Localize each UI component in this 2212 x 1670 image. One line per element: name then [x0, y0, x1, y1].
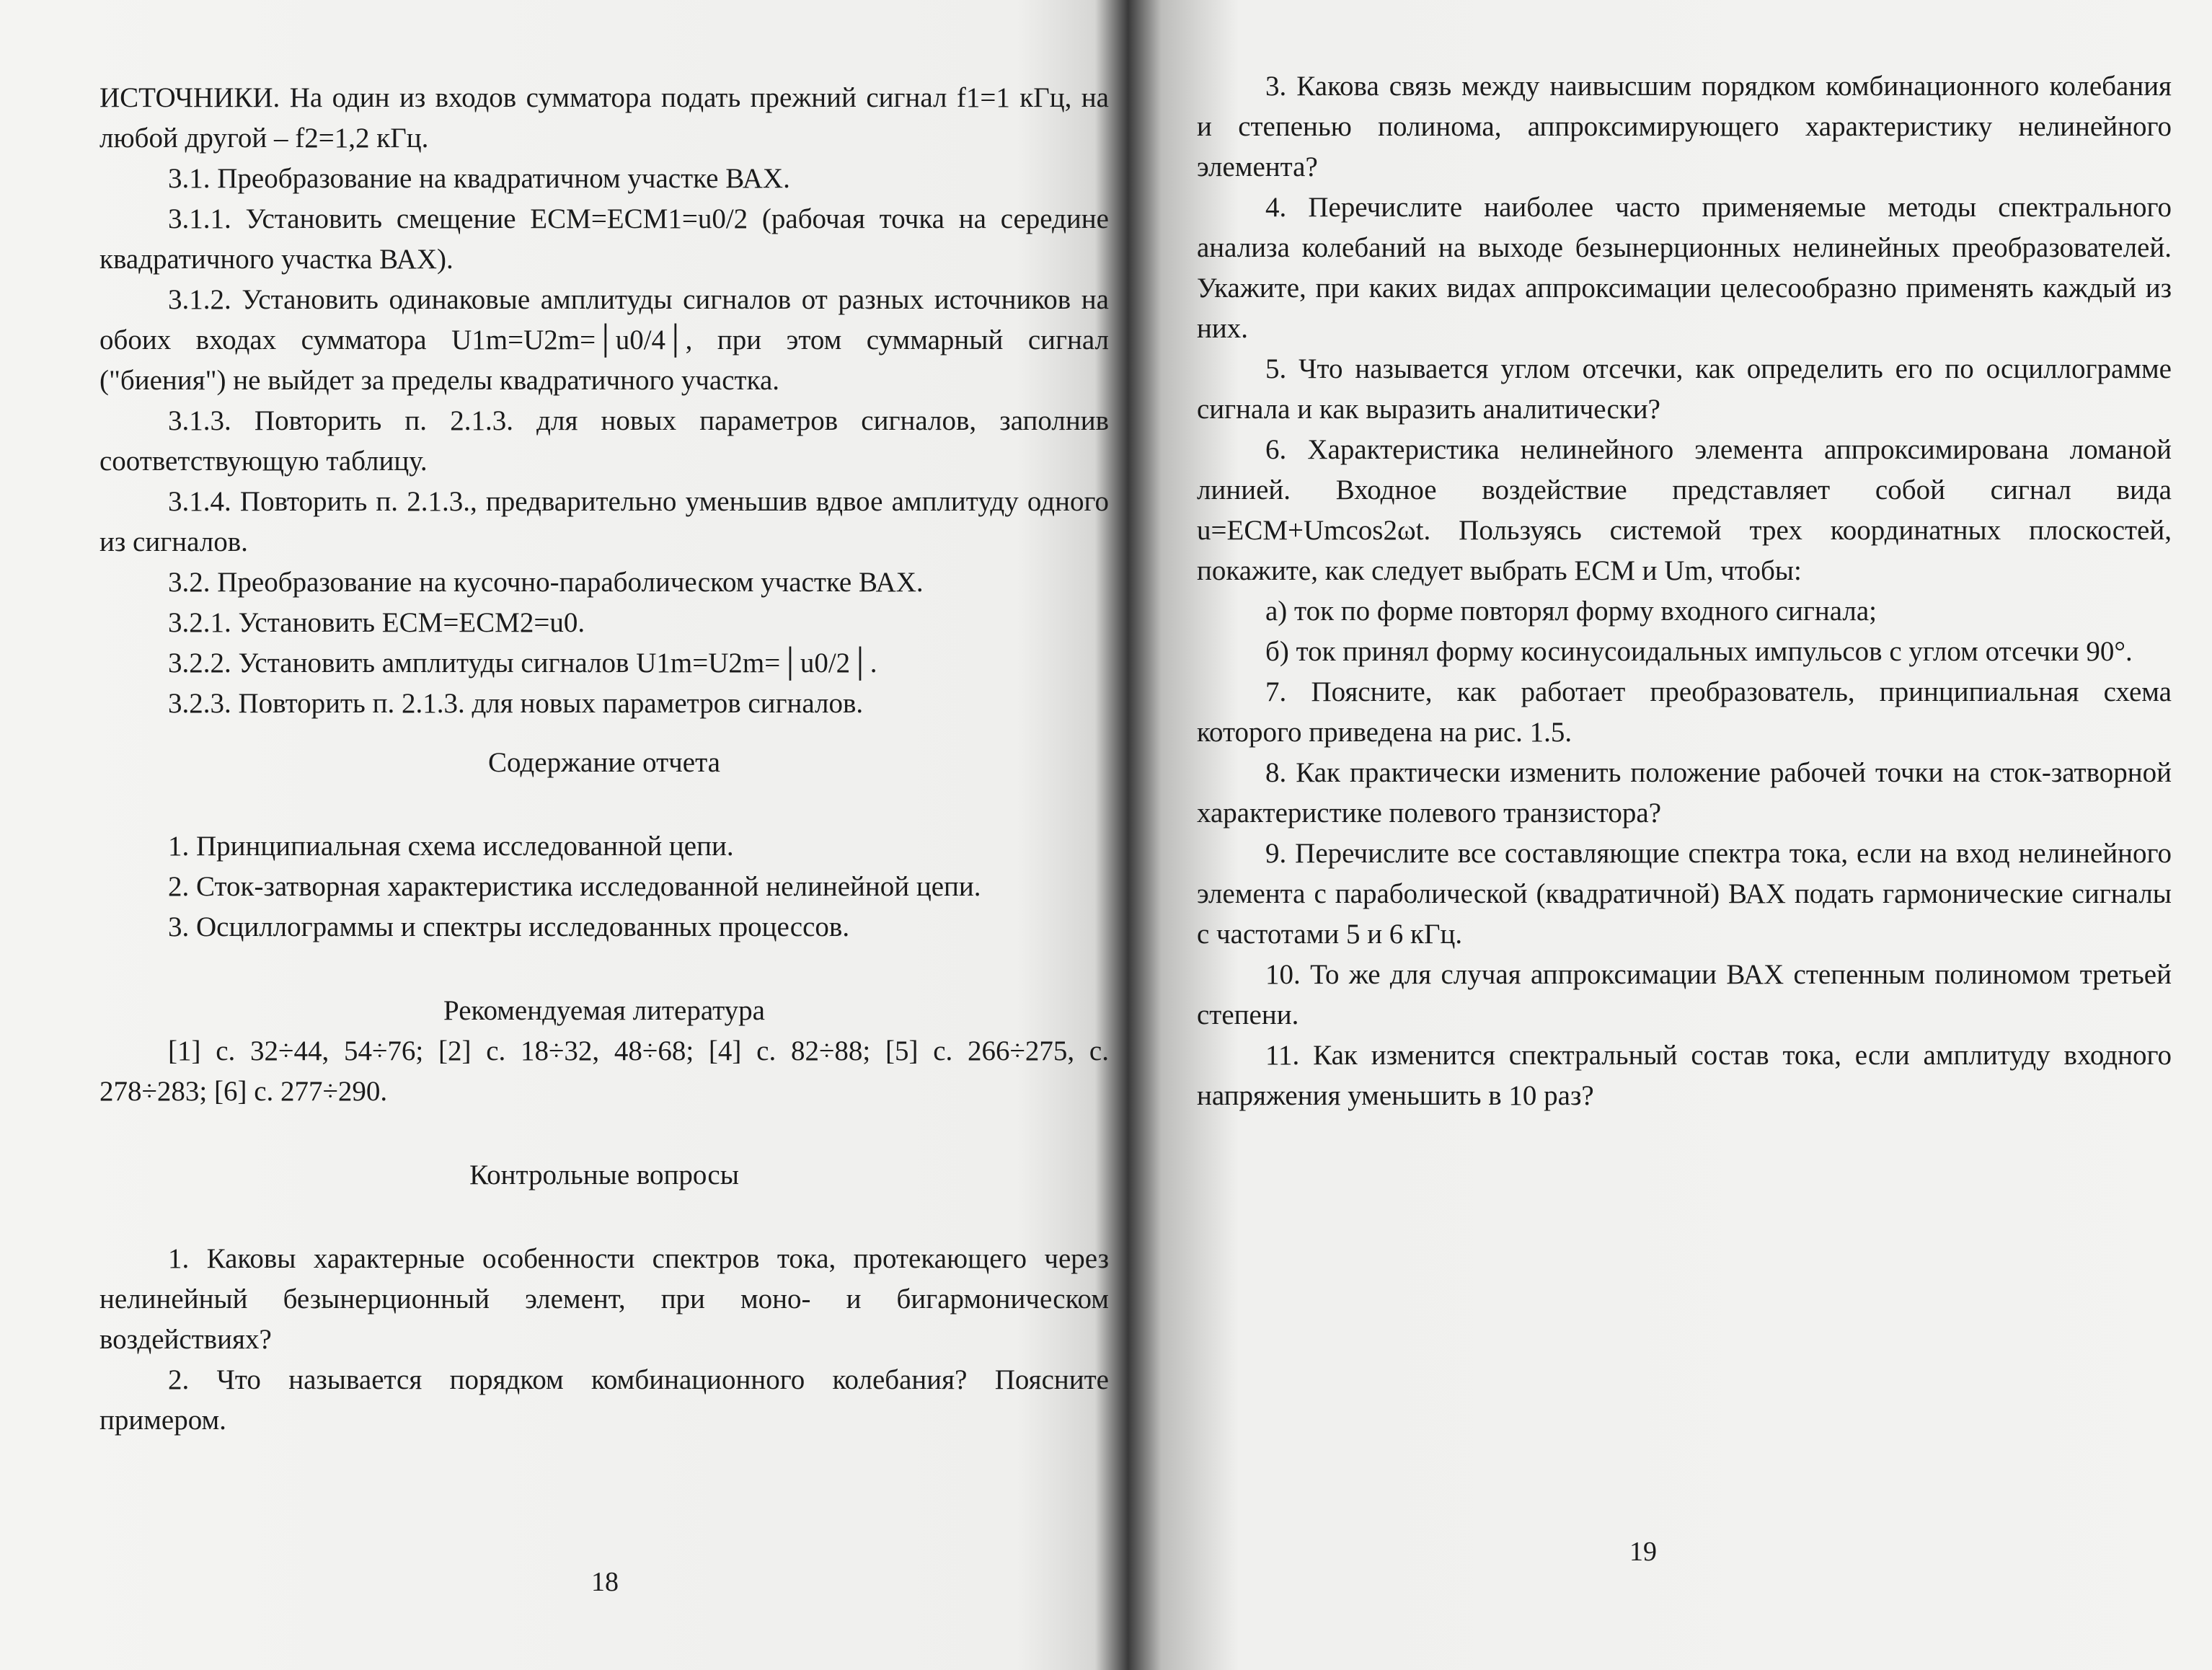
question-item: 9. Перечислите все составляющие спектра тока, если на вход нелинейного элемента с параболической (квадратичной) ВАХ подать гармонические сигналы с частотами 5 и 6 кГц. — [1197, 838, 2172, 950]
question-subitem: а) ток по форме повторял форму входного сигнала; — [1265, 596, 1877, 627]
paragraph: ИСТОЧНИКИ. На один из входов сумматора подать прежний сигнал f1=1 кГц, на любой другой – f2=1,2 кГц. — [99, 82, 1109, 154]
question-subitem: б) ток принял форму косинусоидальных импульсов с углом отсечки 90°. — [1265, 636, 2133, 667]
section-title: 3.1. Преобразование на квадратичном участке ВАХ. — [168, 163, 790, 194]
page-number: 19 — [1629, 1537, 1657, 1567]
right-page-text — [1197, 66, 2172, 1116]
question-item: 7. Поясните, как работает преобразователь, принципиальная схема которого приведена на рис. 1.5. — [1197, 676, 2172, 748]
question-item: 4. Перечислите наиболее часто применяемые методы спектрального анализа колебаний на выходе безынерционных нелинейных преобразователей. Укажите, при каких видах аппроксимации целесообразно применять каждый из них. — [1197, 192, 2172, 344]
right-page — [1125, 0, 2212, 1670]
paragraph: 3.2.1. Установить EСМ=EСМ2=u0. — [168, 607, 585, 638]
paragraph: 3.1.3. Повторить п. 2.1.3. для новых параметров сигналов, заполнив соответствующую таблицу. — [99, 405, 1109, 477]
section-title: 3.2. Преобразование на кусочно-параболическом участке ВАХ. — [168, 567, 924, 598]
report-heading: Содержание отчета — [488, 747, 720, 778]
question-item: 8. Как практически изменить положение рабочей точки на сток-затворной характеристике полевого транзистора? — [1197, 757, 2172, 829]
paragraph: 3.2.3. Повторить п. 2.1.3. для новых параметров сигналов. — [168, 688, 864, 719]
question-item: 1. Каковы характерные особенности спектров тока, протекающего через нелинейный безынерционный элемент, при моно- и бигармоническом воздействиях? — [99, 1243, 1109, 1355]
left-page-text — [99, 78, 1109, 1441]
literature-heading: Рекомендуемая литература — [443, 995, 765, 1026]
questions-heading: Контрольные вопросы — [469, 1159, 739, 1190]
paragraph: 3.1.2. Установить одинаковые амплитуды сигналов от разных источников на обоих входах сумматора U1m=U2m=│u0/4│, при этом суммарный сигнал ("биения") не выйдет за пределы квадратичного участка. — [99, 284, 1109, 396]
paragraph: 3.2.2. Установить амплитуды сигналов U1m=U2m=│u0/2│. — [168, 648, 877, 679]
report-item: 3. Осциллограммы и спектры исследованных процессов. — [168, 911, 850, 942]
report-item: 2. Сток-затворная характеристика исследованной нелинейной цепи. — [168, 871, 981, 902]
paragraph: 3.1.1. Установить смещение EСМ=EСМ1=u0/2 (рабочая точка на середине квадратичного участка ВАХ). — [99, 203, 1109, 275]
literature-text: [1] с. 32÷44, 54÷76; [2] с. 18÷32, 48÷68; [4] с. 82÷88; [5] с. 266÷275, с. 278÷283; [6] с. 277÷290. — [99, 1035, 1109, 1107]
report-item: 1. Принципиальная схема исследованной цепи. — [168, 831, 734, 862]
question-item: 10. То же для случая аппроксимации ВАХ степенным полиномом третьей степени. — [1197, 959, 2172, 1030]
question-item: 3. Какова связь между наивысшим порядком комбинационного колебания и степенью полинома, аппроксимирующего характеристику нелинейного элемента? — [1197, 71, 2172, 182]
page-number: 18 — [591, 1567, 619, 1597]
question-item: 2. Что называется порядком комбинационного колебания? Поясните примером. — [99, 1364, 1109, 1436]
question-item: 6. Характеристика нелинейного элемента аппроксимирована ломаной линией. Входное воздействие представляет собой сигнал вида u=EСМ+Umcos2ωt. Пользуясь системой трех координатных плоскостей, покажите, как следует выбрать EСМ и Um, чтобы: — [1197, 434, 2172, 586]
question-item: 5. Что называется углом отсечки, как определить его по осциллограмме сигнала и как выразить аналитически? — [1197, 353, 2172, 425]
paragraph: 3.1.4. Повторить п. 2.1.3., предварительно уменьшив вдвое амплитуду одного из сигналов. — [99, 486, 1109, 557]
question-item: 11. Как изменится спектральный состав тока, если амплитуду входного напряжения уменьшить в 10 раз? — [1197, 1040, 2172, 1111]
